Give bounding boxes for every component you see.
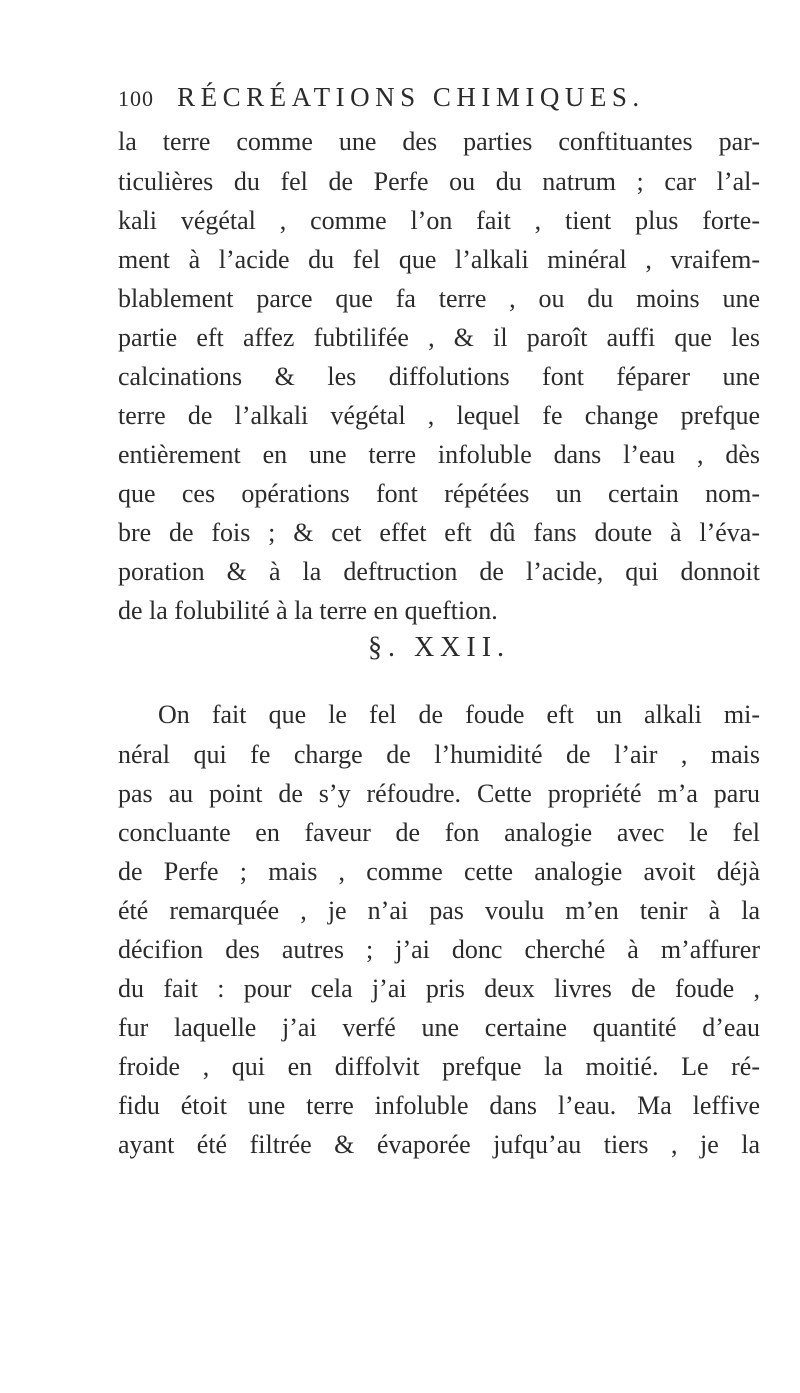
text-line: que ces opérations font répétées un certain nom- — [118, 479, 760, 508]
text-line: pas au point de s’y réfoudre. Cette propriété m’a paru — [118, 779, 760, 808]
page-header — [118, 82, 758, 122]
text-line: froide , qui en diffolvit prefque la moitié. Le ré- — [118, 1052, 760, 1081]
text-line: entièrement en une terre infoluble dans l’eau , dès — [118, 440, 760, 469]
text-line: kali végétal , comme l’on fait , tient plus forte- — [118, 206, 760, 235]
text-line: fur laquelle j’ai verfé une certaine quantité d’eau — [118, 1013, 760, 1042]
text-line: décifion des autres ; j’ai donc cherché à m’affurer — [118, 935, 760, 964]
text-line: partie eft affez fubtilifée , & il paroît auffi que les — [118, 323, 760, 352]
text-line: néral qui fe charge de l’humidité de l’air , mais — [118, 740, 760, 769]
text-line: concluante en faveur de fon analogie avec le fel — [118, 818, 760, 847]
text-line: été remarquée , je n’ai pas voulu m’en tenir à la — [118, 896, 760, 925]
text-line: poration & à la deftruction de l’acide, qui donnoit — [118, 557, 760, 586]
text-line: de la folubilité à la terre en queftion. — [118, 596, 498, 625]
text-line: de Perfe ; mais , comme cette analogie avoit déjà — [118, 857, 760, 886]
text-line: terre de l’alkali végétal , lequel fe change prefque — [118, 401, 760, 430]
text-line: ticulières du fel de Perfe ou du natrum ; car l’al- — [118, 167, 760, 196]
text-line: la terre comme une des parties conftituantes par- — [118, 127, 760, 156]
text-line: bre de fois ; & cet effet eft dû fans doute à l’éva- — [118, 518, 760, 547]
text-line: fidu étoit une terre infoluble dans l’eau. Ma leffive — [118, 1091, 760, 1120]
running-title: RÉCRÉATIONS CHIMIQUES. — [177, 82, 645, 112]
text-line: ment à l’acide du fel que l’alkali minéral , vraifem- — [118, 245, 760, 274]
text-line: calcinations & les diffolutions font féparer une — [118, 362, 760, 391]
text-line: du fait : pour cela j’ai pris deux livres de foude , — [118, 974, 760, 1003]
page-number: 100 — [118, 86, 154, 111]
section-heading: §. XXII. — [367, 632, 511, 663]
text-line: blablement parce que fa terre , ou du moins une — [118, 284, 760, 313]
text-line: On fait que le fel de foude eft un alkali mi- — [158, 700, 760, 729]
text-line: ayant été filtrée & évaporée jufqu’au tiers , je la — [118, 1130, 760, 1159]
